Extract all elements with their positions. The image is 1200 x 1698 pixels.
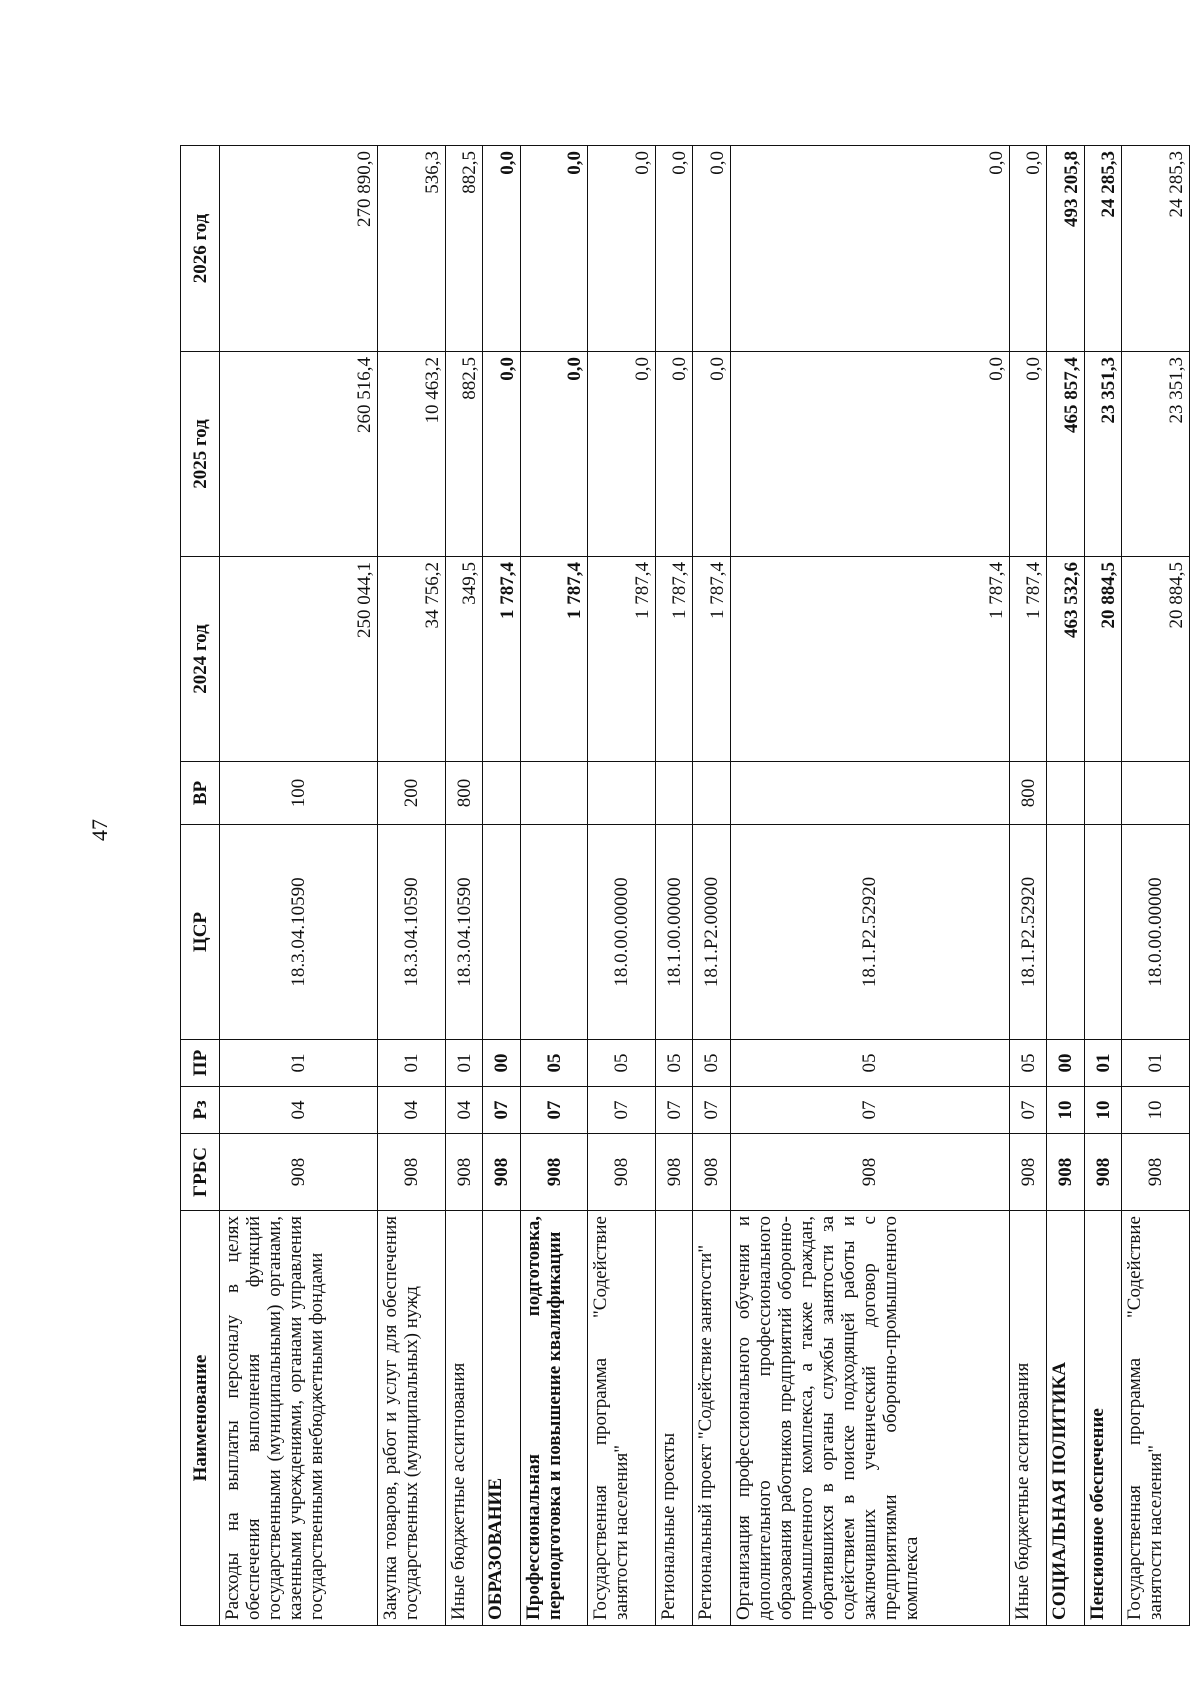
cell-2026: 882,5 bbox=[445, 146, 482, 352]
cell-vr bbox=[588, 762, 656, 825]
cell-2026: 0,0 bbox=[483, 146, 520, 352]
header-csr: ЦСР bbox=[181, 825, 220, 1040]
cell-name: Иные бюджетные ассигнования bbox=[1010, 1211, 1047, 1626]
cell-pr: 00 bbox=[483, 1040, 520, 1087]
table-row bbox=[1122, 146, 1190, 1626]
cell-vr: 800 bbox=[1010, 762, 1047, 825]
header-rz: Рз bbox=[181, 1087, 220, 1134]
cell-name: Государственная программа "Содействие занятости населения" bbox=[588, 1211, 656, 1626]
cell-grbs: 908 bbox=[378, 1134, 446, 1211]
cell-rz: 07 bbox=[693, 1087, 730, 1134]
cell-rz: 04 bbox=[378, 1087, 446, 1134]
cell-vr bbox=[656, 762, 693, 825]
cell-csr: 18.3.04.10590 bbox=[445, 825, 482, 1040]
cell-2024: 1 787,4 bbox=[483, 557, 520, 762]
cell-2024: 463 532,6 bbox=[1047, 557, 1084, 762]
cell-2024: 1 787,4 bbox=[730, 557, 1009, 762]
cell-grbs: 908 bbox=[445, 1134, 482, 1211]
table-row bbox=[588, 146, 656, 1626]
cell-2026: 24 285,3 bbox=[1084, 146, 1121, 352]
cell-csr: 18.1.P2.00000 bbox=[693, 825, 730, 1040]
cell-2024: 1 787,4 bbox=[588, 557, 656, 762]
cell-grbs: 908 bbox=[588, 1134, 656, 1211]
cell-grbs: 908 bbox=[1084, 1134, 1121, 1211]
cell-name: Государственная программа "Содействие занятости населения" bbox=[1122, 1211, 1190, 1626]
cell-2026: 0,0 bbox=[588, 146, 656, 352]
table-row bbox=[1047, 146, 1084, 1626]
cell-csr bbox=[1084, 825, 1121, 1040]
cell-pr: 05 bbox=[656, 1040, 693, 1087]
cell-2025: 0,0 bbox=[588, 352, 656, 557]
cell-vr bbox=[1122, 762, 1190, 825]
cell-2025: 465 857,4 bbox=[1047, 352, 1084, 557]
page-number: 47 bbox=[87, 819, 112, 841]
header-pr: ПР bbox=[181, 1040, 220, 1087]
cell-vr: 800 bbox=[445, 762, 482, 825]
cell-2026: 24 285,3 bbox=[1122, 146, 1190, 352]
cell-name: СОЦИАЛЬНАЯ ПОЛИТИКА bbox=[1047, 1211, 1084, 1626]
cell-2026: 493 205,8 bbox=[1047, 146, 1084, 352]
cell-pr: 00 bbox=[1047, 1040, 1084, 1087]
cell-2025: 0,0 bbox=[1010, 352, 1047, 557]
cell-vr bbox=[1084, 762, 1121, 825]
cell-rz: 04 bbox=[220, 1087, 378, 1134]
cell-grbs: 908 bbox=[656, 1134, 693, 1211]
cell-name: Иные бюджетные ассигнования bbox=[445, 1211, 482, 1626]
header-name: Наименование bbox=[181, 1211, 220, 1626]
cell-2024: 1 787,4 bbox=[693, 557, 730, 762]
cell-name: Профессиональная подготовка, переподготовка и повышение квалификации bbox=[520, 1211, 588, 1626]
cell-csr bbox=[483, 825, 520, 1040]
cell-rz: 07 bbox=[656, 1087, 693, 1134]
cell-pr: 01 bbox=[445, 1040, 482, 1087]
cell-rz: 07 bbox=[1010, 1087, 1047, 1134]
cell-vr bbox=[693, 762, 730, 825]
cell-rz: 10 bbox=[1084, 1087, 1121, 1134]
cell-2025: 260 516,4 bbox=[220, 352, 378, 557]
cell-2024: 20 884,5 bbox=[1122, 557, 1190, 762]
cell-2025: 0,0 bbox=[520, 352, 588, 557]
table-row bbox=[1084, 146, 1121, 1626]
cell-pr: 01 bbox=[1122, 1040, 1190, 1087]
cell-2024: 349,5 bbox=[445, 557, 482, 762]
cell-name: ОБРАЗОВАНИЕ bbox=[483, 1211, 520, 1626]
cell-pr: 01 bbox=[378, 1040, 446, 1087]
header-2025: 2025 год bbox=[181, 352, 220, 557]
cell-name: Закупка товаров, работ и услуг для обеспечения государственных (муниципальных) нужд bbox=[378, 1211, 446, 1626]
cell-grbs: 908 bbox=[483, 1134, 520, 1211]
cell-2025: 0,0 bbox=[483, 352, 520, 557]
cell-2024: 1 787,4 bbox=[1010, 557, 1047, 762]
cell-2026: 0,0 bbox=[656, 146, 693, 352]
cell-2024: 250 044,1 bbox=[220, 557, 378, 762]
cell-2024: 1 787,4 bbox=[656, 557, 693, 762]
cell-name: Региональные проекты bbox=[656, 1211, 693, 1626]
cell-2026: 536,3 bbox=[378, 146, 446, 352]
cell-pr: 01 bbox=[220, 1040, 378, 1087]
table-row bbox=[378, 146, 446, 1626]
table-row bbox=[693, 146, 730, 1626]
table-row bbox=[220, 146, 378, 1626]
table-row bbox=[520, 146, 588, 1626]
cell-pr: 05 bbox=[520, 1040, 588, 1087]
budget-table bbox=[180, 145, 1190, 1626]
cell-2024: 34 756,2 bbox=[378, 557, 446, 762]
cell-2026: 0,0 bbox=[520, 146, 588, 352]
cell-csr: 18.1.00.00000 bbox=[656, 825, 693, 1040]
cell-csr bbox=[1047, 825, 1084, 1040]
cell-2025: 882,5 bbox=[445, 352, 482, 557]
cell-rz: 07 bbox=[588, 1087, 656, 1134]
cell-rz: 10 bbox=[1047, 1087, 1084, 1134]
cell-csr: 18.1.P2.52920 bbox=[730, 825, 1009, 1040]
cell-vr bbox=[1047, 762, 1084, 825]
table-row bbox=[483, 146, 520, 1626]
cell-grbs: 908 bbox=[1010, 1134, 1047, 1211]
cell-vr bbox=[520, 762, 588, 825]
cell-grbs: 908 bbox=[1122, 1134, 1190, 1211]
table-row bbox=[445, 146, 482, 1626]
cell-2024: 20 884,5 bbox=[1084, 557, 1121, 762]
cell-grbs: 908 bbox=[520, 1134, 588, 1211]
cell-pr: 01 bbox=[1084, 1040, 1121, 1087]
cell-pr: 05 bbox=[730, 1040, 1009, 1087]
cell-name: Пенсионное обеспечение bbox=[1084, 1211, 1121, 1626]
cell-name: Региональный проект "Содействие занятости" bbox=[693, 1211, 730, 1626]
rotated-table-container bbox=[180, 146, 1190, 1626]
cell-csr: 18.0.00.00000 bbox=[588, 825, 656, 1040]
cell-2025: 23 351,3 bbox=[1084, 352, 1121, 557]
cell-csr: 18.3.04.10590 bbox=[378, 825, 446, 1040]
table-row bbox=[1010, 146, 1047, 1626]
header-grbs: ГРБС bbox=[181, 1134, 220, 1211]
table-row bbox=[656, 146, 693, 1626]
cell-pr: 05 bbox=[1010, 1040, 1047, 1087]
cell-vr bbox=[483, 762, 520, 825]
cell-rz: 07 bbox=[730, 1087, 1009, 1134]
cell-2026: 0,0 bbox=[1010, 146, 1047, 352]
cell-csr: 18.3.04.10590 bbox=[220, 825, 378, 1040]
header-2026: 2026 год bbox=[181, 146, 220, 352]
cell-grbs: 908 bbox=[220, 1134, 378, 1211]
cell-grbs: 908 bbox=[693, 1134, 730, 1211]
cell-2025: 0,0 bbox=[693, 352, 730, 557]
cell-pr: 05 bbox=[588, 1040, 656, 1087]
cell-pr: 05 bbox=[693, 1040, 730, 1087]
header-2024: 2024 год bbox=[181, 557, 220, 762]
cell-csr bbox=[520, 825, 588, 1040]
header-vr: ВР bbox=[181, 762, 220, 825]
cell-rz: 07 bbox=[520, 1087, 588, 1134]
cell-2025: 0,0 bbox=[656, 352, 693, 557]
cell-2025: 23 351,3 bbox=[1122, 352, 1190, 557]
cell-grbs: 908 bbox=[1047, 1134, 1084, 1211]
cell-vr: 100 bbox=[220, 762, 378, 825]
cell-2024: 1 787,4 bbox=[520, 557, 588, 762]
cell-csr: 18.0.00.00000 bbox=[1122, 825, 1190, 1040]
table-row bbox=[730, 146, 1009, 1626]
cell-2026: 270 890,0 bbox=[220, 146, 378, 352]
cell-2026: 0,0 bbox=[730, 146, 1009, 352]
cell-name: Расходы на выплаты персоналу в целях обеспечения выполнения функций государственными (муниципальными) органами, казенными учреждениями, органами управления государственными внебюджетными фондами bbox=[220, 1211, 378, 1626]
cell-rz: 07 bbox=[483, 1087, 520, 1134]
cell-2025: 10 463,2 bbox=[378, 352, 446, 557]
cell-grbs: 908 bbox=[730, 1134, 1009, 1211]
cell-vr bbox=[730, 762, 1009, 825]
cell-vr: 200 bbox=[378, 762, 446, 825]
cell-rz: 10 bbox=[1122, 1087, 1190, 1134]
cell-rz: 04 bbox=[445, 1087, 482, 1134]
cell-2025: 0,0 bbox=[730, 352, 1009, 557]
cell-2026: 0,0 bbox=[693, 146, 730, 352]
table-header-row bbox=[181, 146, 220, 1626]
cell-csr: 18.1.P2.52920 bbox=[1010, 825, 1047, 1040]
cell-name: Организация профессионального обучения и дополнительного профессионального образования работников предприятий оборонно-промышленного комплекса, а также граждан, обратившихся в органы службы занятости за содействием в поиске подходящей работы и заключивших ученический договор с предприятиями оборонно-промышленного комплекса bbox=[730, 1211, 1009, 1626]
